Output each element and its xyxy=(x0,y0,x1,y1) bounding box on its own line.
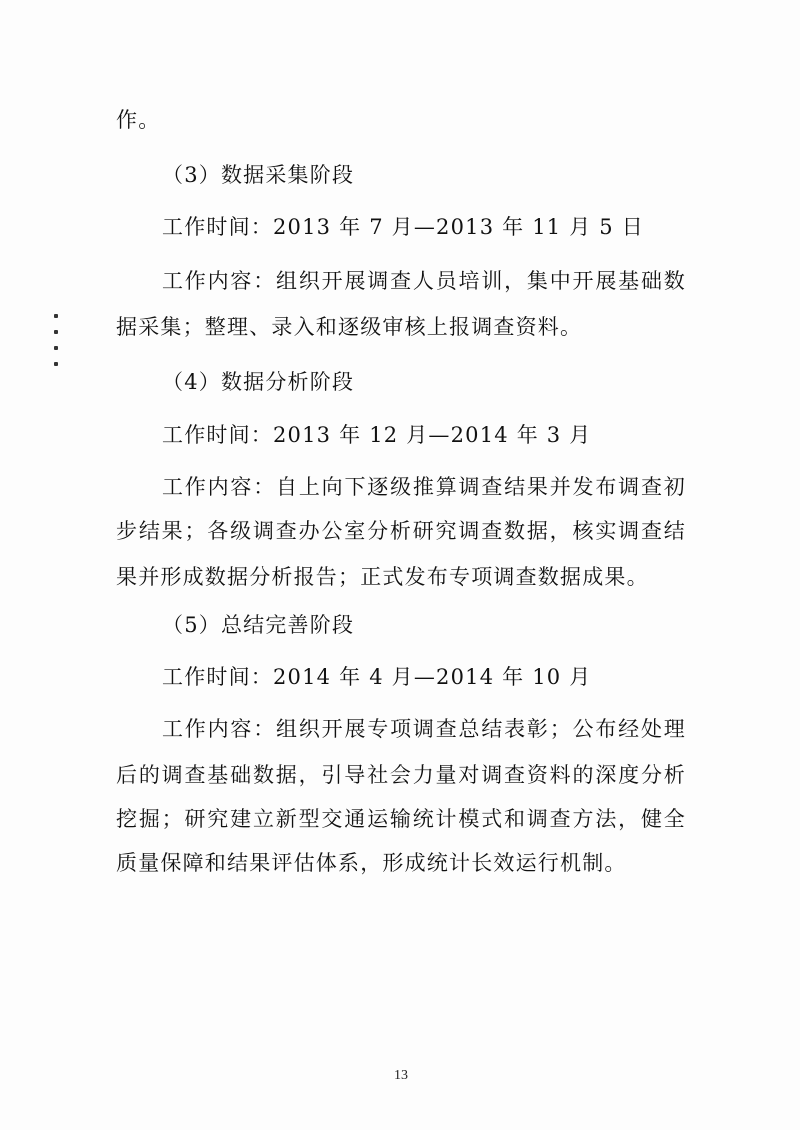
section-heading-data-analysis: （4）数据分析阶段 xyxy=(162,370,355,394)
work-content-data-collection-line1: 工作内容：组织开展调查人员培训，集中开展基础数 xyxy=(162,269,686,293)
work-time-data-analysis: 工作时间：2013 年 12 月—2014 年 3 月 xyxy=(162,423,592,447)
section-heading-summary: （5）总结完善阶段 xyxy=(162,613,355,637)
work-content-summary-line2: 后的调查基础数据，引导社会力量对调查资料的深度分析 xyxy=(116,763,686,787)
work-content-data-analysis-line3: 果并形成数据分析报告；正式发布专项调查数据成果。 xyxy=(116,565,649,589)
binding-hole-marks xyxy=(50,314,62,374)
work-content-data-analysis-line1: 工作内容：自上向下逐级推算调查结果并发布调查初 xyxy=(162,475,686,499)
work-content-data-analysis-line2: 步结果；各级调查办公室分析研究调查数据，核实调查结 xyxy=(116,519,686,543)
work-content-summary-line1: 工作内容：组织开展专项调查总结表彰；公布经处理 xyxy=(162,717,686,741)
work-content-data-collection-line2: 据采集；整理、录入和逐级审核上报调查资料。 xyxy=(116,315,583,339)
work-time-summary: 工作时间：2014 年 4 月—2014 年 10 月 xyxy=(162,665,592,689)
work-content-summary-line3: 挖掘；研究建立新型交通运输统计模式和调查方法，健全 xyxy=(116,807,686,831)
work-time-data-collection: 工作时间：2013 年 7 月—2013 年 11 月 5 日 xyxy=(162,215,644,239)
paragraph-continuation: 作。 xyxy=(116,108,161,132)
work-content-summary-line4: 质量保障和结果评估体系，形成统计长效运行机制。 xyxy=(116,851,627,875)
page-number: 13 xyxy=(394,1068,408,1083)
section-heading-data-collection: （3）数据采集阶段 xyxy=(162,163,355,187)
